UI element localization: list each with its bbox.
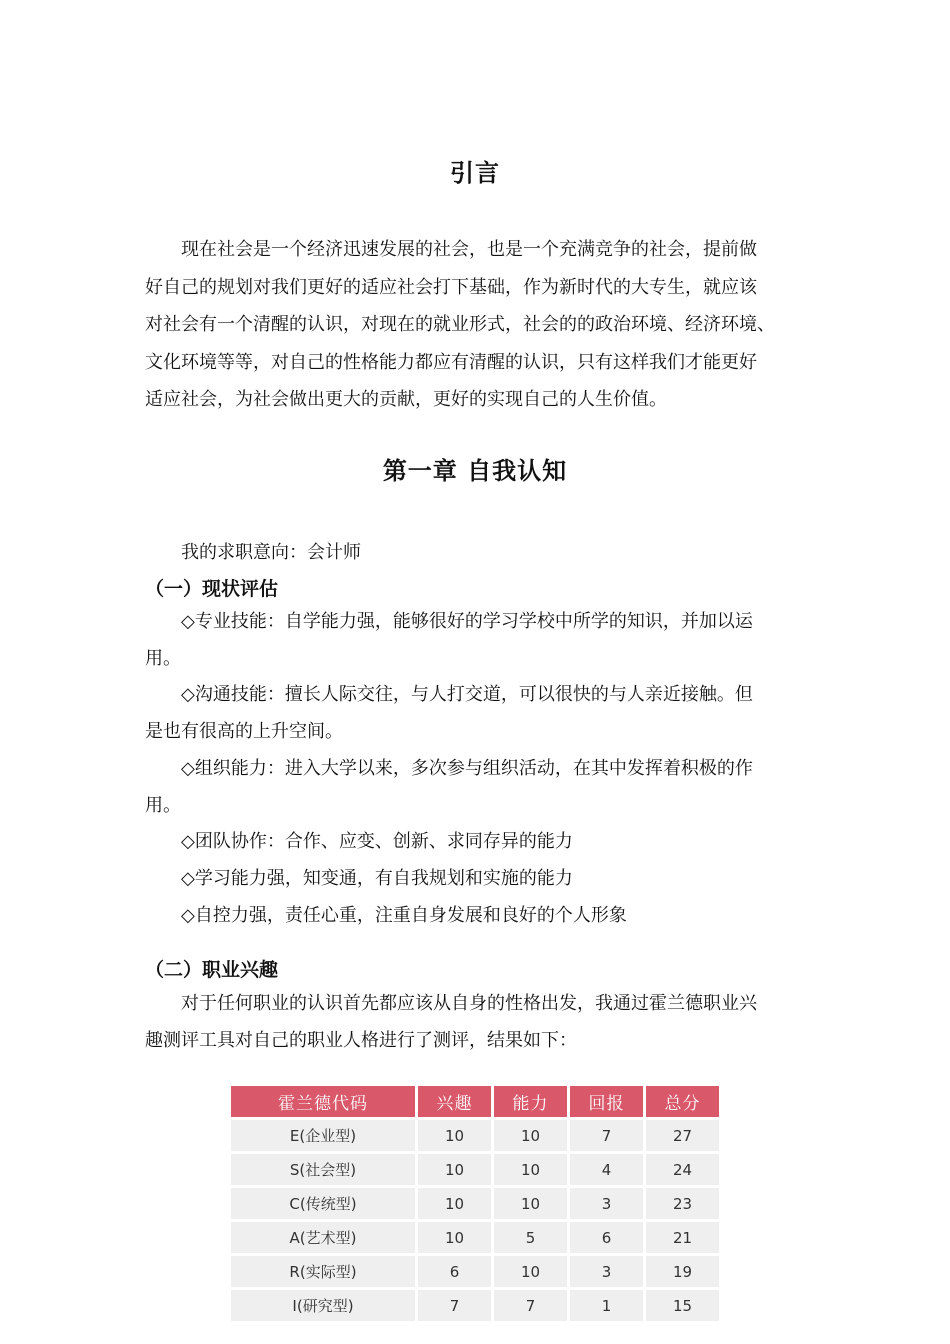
- header-total: 总分: [646, 1086, 719, 1117]
- cell-total: 27: [646, 1120, 719, 1151]
- cell-code: A(艺术型): [231, 1222, 415, 1253]
- list-item: ◇学习能力强，知变通，有自我规划和实施的能力: [181, 867, 573, 889]
- table-row: [231, 1222, 719, 1253]
- cell-total: 23: [646, 1188, 719, 1219]
- cell-reward: 6: [570, 1222, 643, 1253]
- list-item: ◇专业技能：自学能力强，能够很好的学习学校中所学的知识，并加以运: [181, 611, 753, 632]
- cell-code: S(社会型): [231, 1154, 415, 1185]
- list-item: ◇团队协作：合作、应变、创新、求同存异的能力: [181, 831, 573, 853]
- list-item: ◇自控力强，责任心重，注重自身发展和良好的个人形象: [181, 904, 627, 926]
- header-interest: 兴趣: [418, 1086, 491, 1117]
- list-item: ◇沟通技能：擅长人际交往，与人打交道，可以很快的与人亲近接触。但: [181, 684, 753, 706]
- intro-line: 文化环境等等，对自己的性格能力都应有清醒的认识，只有这样我们才能更好: [145, 351, 757, 373]
- cell-total: 15: [646, 1290, 719, 1321]
- cell-reward: 3: [570, 1256, 643, 1287]
- cell-ability: 10: [494, 1120, 567, 1151]
- intro-line: 好自己的规划对我们更好的适应社会打下基础，作为新时代的大专生，就应该: [145, 276, 757, 298]
- cell-code: R(实际型): [231, 1256, 415, 1287]
- list-item: 用。: [145, 794, 181, 816]
- table-row: [231, 1290, 719, 1321]
- intro-paragraph: [145, 231, 825, 419]
- cell-reward: 3: [570, 1188, 643, 1219]
- cell-total: 19: [646, 1256, 719, 1287]
- cell-ability: 7: [494, 1290, 567, 1321]
- cell-ability: 10: [494, 1188, 567, 1219]
- interest-line: 趣测评工具对自己的职业人格进行了测评，结果如下：: [145, 1030, 577, 1051]
- interest-paragraph: [145, 985, 825, 1059]
- cell-interest: 10: [418, 1188, 491, 1219]
- header-code: 霍兰德代码: [231, 1086, 415, 1117]
- chapter-title: 第一章 自我认知: [382, 457, 568, 485]
- section-heading-status: （一）现状评估: [145, 578, 279, 600]
- cell-interest: 7: [418, 1290, 491, 1321]
- table-row: [231, 1188, 719, 1219]
- list-item: 用。: [145, 647, 181, 669]
- intro-title: 引言: [450, 159, 500, 187]
- interest-line: 对于任何职业的认识首先都应该从自身的性格出发，我通过霍兰德职业兴: [181, 993, 757, 1014]
- cell-code: I(研究型): [231, 1290, 415, 1321]
- list-item: ◇组织能力：进入大学以来，多次参与组织活动，在其中发挥着积极的作: [181, 757, 753, 779]
- header-reward: 回报: [570, 1086, 643, 1117]
- table-row: [231, 1256, 719, 1287]
- cell-ability: 10: [494, 1154, 567, 1185]
- cell-reward: 1: [570, 1290, 643, 1321]
- table-header-row: [231, 1086, 719, 1117]
- cell-ability: 5: [494, 1222, 567, 1253]
- table-row: [231, 1120, 719, 1151]
- cell-interest: 10: [418, 1154, 491, 1185]
- cell-ability: 10: [494, 1256, 567, 1287]
- table-row: [231, 1154, 719, 1185]
- cell-interest: 10: [418, 1120, 491, 1151]
- cell-total: 21: [646, 1222, 719, 1253]
- intro-line: 对社会有一个清醒的认识，对现在的就业形式，社会的的政治环境、经济环境、: [145, 314, 775, 335]
- holland-table: [228, 1083, 722, 1324]
- cell-total: 24: [646, 1154, 719, 1185]
- cell-interest: 10: [418, 1222, 491, 1253]
- cell-interest: 6: [418, 1256, 491, 1287]
- cell-reward: 4: [570, 1154, 643, 1185]
- header-ability: 能力: [494, 1086, 567, 1117]
- cell-reward: 7: [570, 1120, 643, 1151]
- intro-line: 适应社会，为社会做出更大的贡献，更好的实现自己的人生价值。: [145, 389, 667, 410]
- cell-code: C(传统型): [231, 1188, 415, 1219]
- section-heading-interest: （二）职业兴趣: [145, 959, 279, 981]
- job-objective: 我的求职意向：会计师: [181, 542, 361, 563]
- status-list: [145, 604, 825, 934]
- list-item: 是也有很高的上升空间。: [145, 721, 343, 743]
- intro-line: 现在社会是一个经济迅速发展的社会，也是一个充满竞争的社会，提前做: [181, 239, 757, 260]
- cell-code: E(企业型): [231, 1120, 415, 1151]
